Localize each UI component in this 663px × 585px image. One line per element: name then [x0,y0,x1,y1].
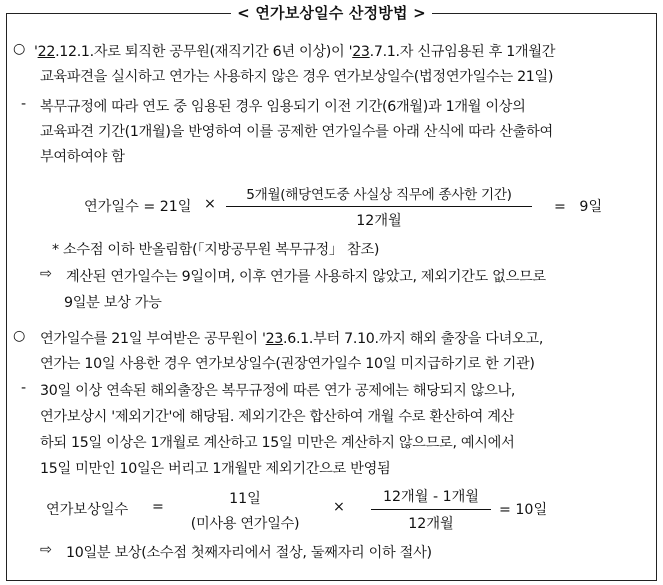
title-wrap [0,2,663,23]
dash-bullet: - [21,380,27,396]
s1-l1-pre: ' [34,44,38,60]
section1-result-line2: 9일분 보상 가능 [64,295,162,311]
formula1-fraction [226,183,532,230]
section2-line2: 연가는 10일 사용한 경우 연가보상일수(권장연가일수 10일 미지급하기로 한 기관) [40,356,535,372]
dash-bullet: - [21,96,27,112]
formula1-denominator: 12개월 [356,213,402,229]
formula2-result: = 10일 [499,502,548,518]
section2-line1 [40,328,543,348]
page-title: < 연가보상일수 산정방법 > [231,2,432,23]
formula2-fraction [371,486,491,533]
s1-l1-year2: 23 [352,44,370,60]
s1-l1-mid: .12.1.자로 퇴직한 공무원(재직기간 6년 이상)이 ' [55,44,353,60]
section1-line3: 복무규정에 따라 연도 중 임용된 경우 임용되기 이전 기간(6개월)과 1개월 이상의 [40,99,526,115]
formula2-times: × [333,499,345,515]
formula2-left-bottom: (미사용 연가일수) [190,516,300,532]
section2-line6: 15일 미만인 10일은 버리고 1개월만 제외기간으로 반영됨 [40,461,391,477]
arrow-icon: ⇨ [40,542,52,558]
s1-l1-year1: 22 [37,44,56,60]
section2-result-line: 10일분 보상(소수점 첫째자리에서 절상, 둘째자리 이하 절사) [66,545,432,561]
formula2-left-top: 11일 [229,491,261,507]
section1-line2: 교육파견을 실시하고 연가는 사용하지 않은 경우 연가보상일수(법정연가일수는 21일) [40,69,554,85]
formula2-denominator: 12개월 [408,516,454,532]
formula2-lhs: 연가보상일수 [46,502,129,518]
formula1-times: × [204,196,216,212]
section1-line4: 교육파견 기간(1개월)을 반영하여 이를 공제한 연가일수를 아래 산식에 따라 산출하여 [40,124,553,140]
s1-l1-post: .7.1.자 신규임용된 후 1개월간 [369,44,556,60]
arrow-icon: ⇨ [40,266,52,282]
circle-bullet-icon: ○ [13,328,26,344]
section2-line4: 연가보상시 '제외기간'에 해당됨. 제외기간은 합산하여 개월 수로 환산하여 계산 [40,409,515,425]
section1-line1 [34,41,555,61]
section2-line5: 하되 15일 이상은 1개월로 계산하고 15일 미만은 계산하지 않으므로, 예시에서 [40,435,515,451]
s2-l1-post: .6.1.부터 7.10.까지 해외 출장을 다녀오고, [283,331,544,347]
formula2-numerator: 12개월 - 1개월 [382,489,480,505]
s2-l1-year: 23 [265,331,284,347]
formula2-left-term [180,488,310,533]
s2-l1-pre: 연가일수를 21일 부여받은 공무원이 ' [40,331,266,347]
circle-bullet-icon: ○ [13,41,26,57]
section1-note: * 소수점 이하 반올림함(「지방공무원 복무규정」 참조) [52,242,380,258]
formula2-eq: = [152,499,164,515]
section2-line3: 30일 이상 연속된 해외출장은 복무규정에 따른 연가 공제에는 해당되지 않으나, [40,383,516,399]
section1-line5: 부여하여야 함 [40,149,125,165]
section1-result-line1: 계산된 연가일수는 9일이며, 이후 연가를 사용하지 않았고, 제외기간도 없으므로 [66,269,546,285]
formula1-lhs: 연가일수 = 21일 [84,199,192,215]
formula1-numerator: 5개월(해당연도중 사실상 직무에 종사한 기간) [246,187,512,203]
formula1-result: = 9일 [554,199,603,215]
